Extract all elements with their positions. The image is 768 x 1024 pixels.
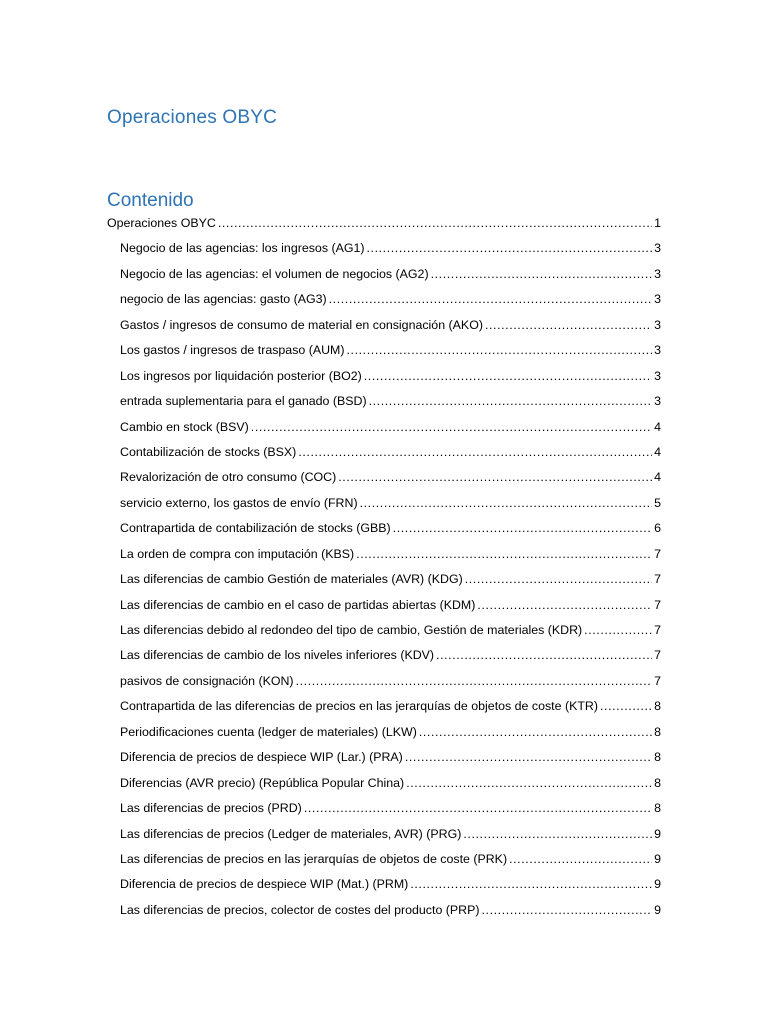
toc-page-number[interactable]: 8 <box>654 750 661 765</box>
toc-entry[interactable] <box>107 645 661 670</box>
toc-page-number[interactable]: 4 <box>654 444 661 459</box>
toc-entry[interactable] <box>107 467 661 492</box>
toc-entry-label[interactable]: Las diferencias de precios (Ledger de materiales, AVR) (PRG) <box>120 826 462 841</box>
toc-entry-label[interactable]: Operaciones OBYC <box>107 216 216 230</box>
toc-entry-label[interactable]: Negocio de las agencias: el volumen de negocios (AG2) <box>120 266 429 281</box>
toc-entry[interactable] <box>107 671 661 696</box>
toc-entry[interactable] <box>107 417 661 442</box>
toc-page-number[interactable]: 9 <box>654 826 661 841</box>
toc-dot-leader <box>393 518 652 538</box>
toc-entry-label[interactable]: entrada suplementaria para el ganado (BSD) <box>120 394 367 409</box>
toc-entry-label[interactable]: Las diferencias de cambio en el caso de partidas abiertas (KDM) <box>120 597 476 612</box>
toc-entry-label[interactable]: Negocio de las agencias: los ingresos (AG1) <box>120 241 365 256</box>
toc-entry[interactable] <box>107 824 661 849</box>
toc-page-number[interactable]: 3 <box>654 317 661 332</box>
toc-page-number[interactable]: 3 <box>654 266 661 281</box>
toc-entry-label[interactable]: Gastos / ingresos de consumo de material en consignación (AKO) <box>120 317 483 332</box>
toc-dot-leader <box>304 798 652 818</box>
toc-page-number[interactable]: 4 <box>654 419 661 434</box>
toc-dot-leader <box>509 849 652 869</box>
toc-entry-label[interactable]: Revalorización de otro consumo (COC) <box>120 470 337 485</box>
toc-page-number[interactable]: 9 <box>654 851 661 866</box>
toc-entry[interactable] <box>107 315 661 340</box>
toc-entry-label[interactable]: Los ingresos por liquidación posterior (BO2) <box>120 368 362 383</box>
toc-entry[interactable] <box>107 238 661 263</box>
toc-page-number[interactable]: 5 <box>654 495 661 510</box>
toc-entry-label[interactable]: Las diferencias de precios, colector de costes del producto (PRP) <box>120 902 480 917</box>
toc-entry[interactable] <box>107 874 661 899</box>
toc-entry[interactable] <box>107 747 661 772</box>
toc-dot-leader <box>369 391 652 411</box>
toc-entry-label[interactable]: Contrapartida de las diferencias de precios en las jerarquías de objetos de coste (KTR) <box>120 699 598 714</box>
toc-entry-label[interactable]: Contrapartida de contabilización de stocks (GBB) <box>120 521 391 536</box>
toc-dot-leader <box>410 874 652 894</box>
toc-dot-leader <box>364 366 652 386</box>
toc-heading: Contenido <box>107 190 194 211</box>
toc-page-number[interactable]: 8 <box>654 775 661 790</box>
toc-dot-leader <box>477 595 652 615</box>
toc-dot-leader <box>482 900 652 920</box>
toc-dot-leader <box>584 620 652 640</box>
toc-page-number[interactable]: 3 <box>654 343 661 358</box>
toc-dot-leader <box>485 315 652 335</box>
toc-page-number[interactable]: 7 <box>654 623 661 637</box>
toc-dot-leader <box>251 417 652 437</box>
toc-dot-leader <box>463 824 652 844</box>
document-title: Operaciones OBYC <box>107 107 278 128</box>
toc-dot-leader <box>600 696 652 716</box>
toc-entry-label[interactable]: Contabilización de stocks (BSX) <box>120 444 297 459</box>
toc-entry[interactable] <box>107 620 661 645</box>
toc-entry[interactable] <box>107 595 661 620</box>
toc-entry-label[interactable]: Las diferencias debido al redondeo del tipo de cambio, Gestión de materiales (KDR) <box>120 623 583 637</box>
toc-entry-label[interactable]: negocio de las agencias: gasto (AG3) <box>120 292 327 307</box>
toc-entry[interactable] <box>107 544 661 569</box>
toc-entry-label[interactable]: Cambio en stock (BSV) <box>120 419 249 434</box>
toc-entry[interactable] <box>107 773 661 798</box>
toc-page-number[interactable]: 6 <box>654 521 661 536</box>
toc-page-number[interactable]: 3 <box>654 241 661 256</box>
toc-entry-label[interactable]: Diferencias (AVR precio) (República Popular China) <box>120 775 405 790</box>
toc-dot-leader <box>406 773 652 793</box>
toc-page-number[interactable]: 9 <box>654 902 661 917</box>
toc-dot-leader <box>465 569 652 589</box>
toc-entry[interactable] <box>107 493 661 518</box>
toc-entry[interactable] <box>107 798 661 823</box>
toc-entry[interactable] <box>107 366 661 391</box>
toc-entry[interactable] <box>107 569 661 594</box>
toc-dot-leader <box>405 747 652 767</box>
toc-dot-leader <box>338 467 652 487</box>
toc-entry[interactable] <box>107 340 661 365</box>
toc-page-number[interactable]: 7 <box>654 597 661 612</box>
toc-page-number[interactable]: 9 <box>654 877 661 892</box>
toc-entry[interactable] <box>107 518 661 543</box>
toc-page-number[interactable]: 7 <box>654 673 661 688</box>
toc-dot-leader <box>360 493 652 513</box>
toc-page-number[interactable]: 3 <box>654 394 661 409</box>
toc-dot-leader <box>367 238 653 258</box>
toc-page-number[interactable]: 3 <box>654 292 661 307</box>
toc-entry-label[interactable]: Diferencia de precios de despiece WIP (Lar.) (PRA) <box>120 750 403 765</box>
table-of-contents <box>107 213 661 925</box>
toc-entry[interactable] <box>107 391 661 416</box>
toc-page-number[interactable]: 4 <box>654 470 661 485</box>
toc-dot-leader <box>431 264 652 284</box>
toc-dot-leader <box>356 544 652 564</box>
toc-dot-leader <box>218 213 652 233</box>
toc-page-number[interactable]: 8 <box>654 801 661 816</box>
toc-entry[interactable] <box>107 442 661 467</box>
toc-dot-leader <box>329 289 652 309</box>
toc-entry-label[interactable]: Las diferencias de cambio Gestión de materiales (AVR) (KDG) <box>120 572 463 587</box>
toc-entry[interactable] <box>107 213 661 238</box>
toc-entry[interactable] <box>107 696 661 721</box>
toc-entry-label[interactable]: Las diferencias de cambio de los niveles inferiores (KDV) <box>120 648 435 663</box>
toc-dot-leader <box>298 442 652 462</box>
toc-entry-label[interactable]: pasivos de consignación (KON) <box>120 673 294 688</box>
toc-entry[interactable] <box>107 289 661 314</box>
toc-entry-label[interactable]: servicio externo, los gastos de envío (FRN) <box>120 495 358 510</box>
toc-dot-leader <box>436 645 652 665</box>
toc-dot-leader <box>419 722 652 742</box>
toc-entry[interactable] <box>107 722 661 747</box>
toc-dot-leader <box>296 671 652 691</box>
toc-entry-label[interactable]: Periodificaciones cuenta (ledger de materiales) (LKW) <box>120 724 417 739</box>
toc-page-number[interactable]: 7 <box>654 572 661 587</box>
toc-page-number[interactable]: 7 <box>654 546 661 561</box>
toc-entry-label[interactable]: Las diferencias de precios (PRD) <box>120 801 302 816</box>
toc-page-number[interactable]: 8 <box>654 699 661 714</box>
toc-page-number[interactable]: 8 <box>654 724 661 739</box>
toc-page-number[interactable]: 1 <box>654 216 661 230</box>
toc-entry-label[interactable]: La orden de compra con imputación (KBS) <box>120 546 355 561</box>
toc-entry-label[interactable]: Diferencia de precios de despiece WIP (Mat.) (PRM) <box>120 877 409 892</box>
toc-page-number[interactable]: 7 <box>654 648 661 663</box>
toc-entry-label[interactable]: Los gastos / ingresos de traspaso (AUM) <box>120 343 345 358</box>
toc-page-number[interactable]: 3 <box>654 368 661 383</box>
toc-entry[interactable] <box>107 264 661 289</box>
toc-entry-label[interactable]: Las diferencias de precios en las jerarquías de objetos de coste (PRK) <box>120 851 508 866</box>
toc-dot-leader <box>347 340 652 360</box>
toc-entry[interactable] <box>107 849 661 874</box>
toc-entry[interactable] <box>107 900 661 925</box>
